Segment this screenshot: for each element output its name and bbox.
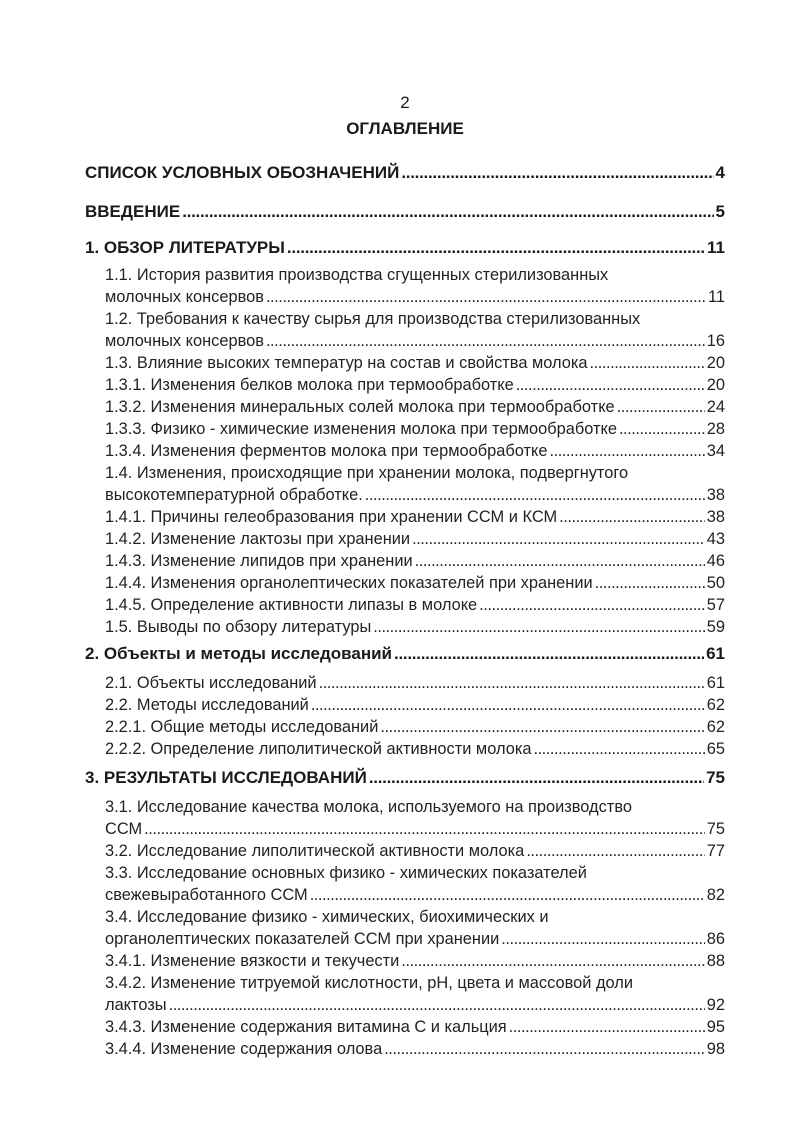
toc-entry[interactable] [85,594,725,616]
toc-entry[interactable] [85,374,725,396]
toc-entry[interactable] [85,352,725,374]
toc-entry-title: 1.4. Изменения, происходящие при хранении молока, подвергнутого [105,464,629,482]
toc-entry[interactable] [85,528,725,550]
dot-leader [311,694,705,716]
dot-leader [266,330,705,352]
toc-entry-title: ВВЕДЕНИЕ [85,202,181,221]
toc-heading[interactable] [85,157,725,189]
toc-entry-title: 2.1. Объекты исследований [105,674,317,692]
toc-page-number: 5 [715,202,725,221]
toc-page-number: 59 [706,618,725,636]
toc-entry-title: 2.2.1. Общие методы исследований [105,718,379,736]
toc-entry-title-continuation: ССМ [105,820,143,838]
toc-entry-title: 3.4.3. Изменение содержания витамина С и кальция [105,1018,507,1036]
dot-leader [415,550,705,572]
dot-leader [287,232,705,264]
page-number: 2 [400,93,410,112]
toc-page-number: 86 [706,930,725,948]
dot-leader [182,196,713,228]
toc-entry[interactable] [85,738,725,760]
toc-page-number: 62 [706,696,725,714]
toc-entry[interactable] [85,840,725,862]
dot-leader [380,716,704,738]
toc-page-number: 82 [706,886,725,904]
dot-leader [144,818,705,840]
dot-leader [509,1016,705,1038]
toc-entry-title-continuation: лактозы [105,996,167,1014]
page-title: ОГЛАВЛЕНИЕ [346,119,464,138]
toc-entry-title: 1.3.4. Изменения ферментов молока при термообработке [105,442,548,460]
dot-leader [310,884,705,906]
toc-entry[interactable] [85,862,725,906]
toc-page-number: 62 [706,718,725,736]
toc-page-number: 88 [706,952,725,970]
toc-entry[interactable] [85,462,725,506]
dot-leader [373,616,705,638]
toc-entry-title: 1.4.5. Определение активности липазы в молоке [105,596,478,614]
toc-page-number: 11 [707,238,725,257]
toc-entry-title: 1.5. Выводы по обзору литературы [105,618,372,636]
toc-heading[interactable] [85,762,725,794]
table-of-contents [85,157,725,1060]
toc-entry[interactable] [85,396,725,418]
toc-page-number: 61 [706,674,725,692]
toc-page-number: 20 [706,354,725,372]
toc-page-number: 50 [706,574,725,592]
toc-entry-title: 3.4.1. Изменение вязкости и текучести [105,952,400,970]
dot-leader [319,672,705,694]
dot-leader [619,418,705,440]
toc-entry-title: 1. ОБЗОР ЛИТЕРАТУРЫ [85,238,285,257]
toc-entry-title-continuation: свежевыработанного ССМ [105,886,308,904]
toc-entry[interactable] [85,1016,725,1038]
toc-entry[interactable] [85,440,725,462]
dot-leader [401,157,713,189]
dot-leader [401,950,704,972]
toc-entry-title-continuation: высокотемпературной обработке. [105,486,363,504]
toc-page-number: 95 [706,1018,725,1036]
toc-page-number: 20 [706,376,725,394]
toc-page-number: 92 [706,996,725,1014]
toc-entry-title-continuation: органолептических показателей ССМ при хранении [105,930,500,948]
toc-entry-title: 1.3. Влияние высоких температур на состав и свойства молока [105,354,588,372]
toc-entry-title: 1.3.2. Изменения минеральных солей молока при термообработке [105,398,615,416]
toc-page-number: 38 [706,508,725,526]
dot-leader [526,840,704,862]
toc-entry-title: 3.4.4. Изменение содержания олова [105,1040,383,1058]
toc-page-number: 75 [706,820,725,838]
toc-entry-title-continuation: молочных консервов [105,332,264,350]
dot-leader [516,374,705,396]
toc-heading[interactable] [85,196,725,228]
toc-page-number: 98 [706,1040,725,1058]
toc-page-number: 38 [706,486,725,504]
dot-leader [617,396,705,418]
toc-entry-title: 1.2. Требования к качеству сырья для производства стерилизованных [105,310,641,328]
toc-entry-title: СПИСОК УСЛОВНЫХ ОБОЗНАЧЕНИЙ [85,163,400,182]
document-page [85,91,725,1060]
toc-entry-title: 3.2. Исследование липолитической активности молока [105,842,525,860]
dot-leader [365,484,705,506]
toc-entry[interactable] [85,264,725,308]
toc-entry-title: 1.1. История развития производства сгущенных стерилизованных [105,266,609,284]
toc-entry-title: 1.4.2. Изменение лактозы при хранении [105,530,411,548]
toc-entry[interactable] [85,550,725,572]
dot-leader [266,286,706,308]
toc-entry[interactable] [85,694,725,716]
dot-leader [549,440,704,462]
dot-leader [394,638,704,670]
toc-page-number: 77 [706,842,725,860]
toc-page-number: 65 [706,740,725,758]
toc-entry-title: 1.4.1. Причины гелеобразования при хранении ССМ и КСМ [105,508,558,526]
toc-page-number: 61 [706,644,725,663]
toc-entry-title: 3.4.2. Изменение титруемой кислотности, pH, цвета и массовой доли [105,974,633,992]
toc-page-number: 11 [707,288,725,306]
toc-entry[interactable] [85,418,725,440]
toc-entry-title: 1.4.3. Изменение липидов при хранении [105,552,413,570]
dot-leader [590,352,705,374]
toc-entry-title: 2.2.2. Определение липолитической активности молока [105,740,532,758]
toc-page-number: 16 [706,332,725,350]
toc-entry[interactable] [85,950,725,972]
dot-leader [412,528,705,550]
toc-heading[interactable] [85,638,725,670]
toc-entry[interactable] [85,506,725,528]
toc-page-number: 46 [706,552,725,570]
toc-entry[interactable] [85,972,725,1016]
toc-page-number: 43 [706,530,725,548]
dot-leader [369,762,704,794]
dot-leader [384,1038,705,1060]
toc-entry-title: 1.4.4. Изменения органолептических показателей при хранении [105,574,593,592]
toc-entry-title-continuation: молочных консервов [105,288,264,306]
dot-leader [559,506,705,528]
dot-leader [595,572,705,594]
toc-entry-title: 3. РЕЗУЛЬТАТЫ ИССЛЕДОВАНИЙ [85,768,367,787]
toc-page-number: 28 [706,420,725,438]
toc-entry[interactable] [85,616,725,638]
toc-page-number: 34 [706,442,725,460]
dot-leader [479,594,705,616]
dot-leader [169,994,705,1016]
toc-entry[interactable] [85,572,725,594]
toc-page-number: 24 [706,398,725,416]
dot-leader [533,738,704,760]
toc-entry-title: 3.3. Исследование основных физико - химических показателей [105,864,587,882]
toc-entry[interactable] [85,672,725,694]
toc-entry-title: 3.1. Исследование качества молока, используемого на производство [105,798,632,816]
toc-page-number: 57 [706,596,725,614]
toc-page-number: 75 [706,768,725,787]
toc-page-number: 4 [715,163,725,182]
toc-entry[interactable] [85,906,725,950]
toc-entry-title: 3.4. Исследование физико - химических, биохимических и [105,908,549,926]
toc-entry[interactable] [85,716,725,738]
dot-leader [501,928,704,950]
toc-entry[interactable] [85,308,725,352]
toc-entry-title: 2.2. Методы исследований [105,696,309,714]
toc-entry-title: 1.3.3. Физико - химические изменения молока при термообработке [105,420,617,438]
toc-entry-title: 2. Объекты и методы исследований [85,644,393,663]
toc-heading[interactable] [85,232,725,264]
toc-entry[interactable] [85,1038,725,1060]
toc-entry[interactable] [85,796,725,840]
toc-entry-title: 1.3.1. Изменения белков молока при термообработке [105,376,514,394]
